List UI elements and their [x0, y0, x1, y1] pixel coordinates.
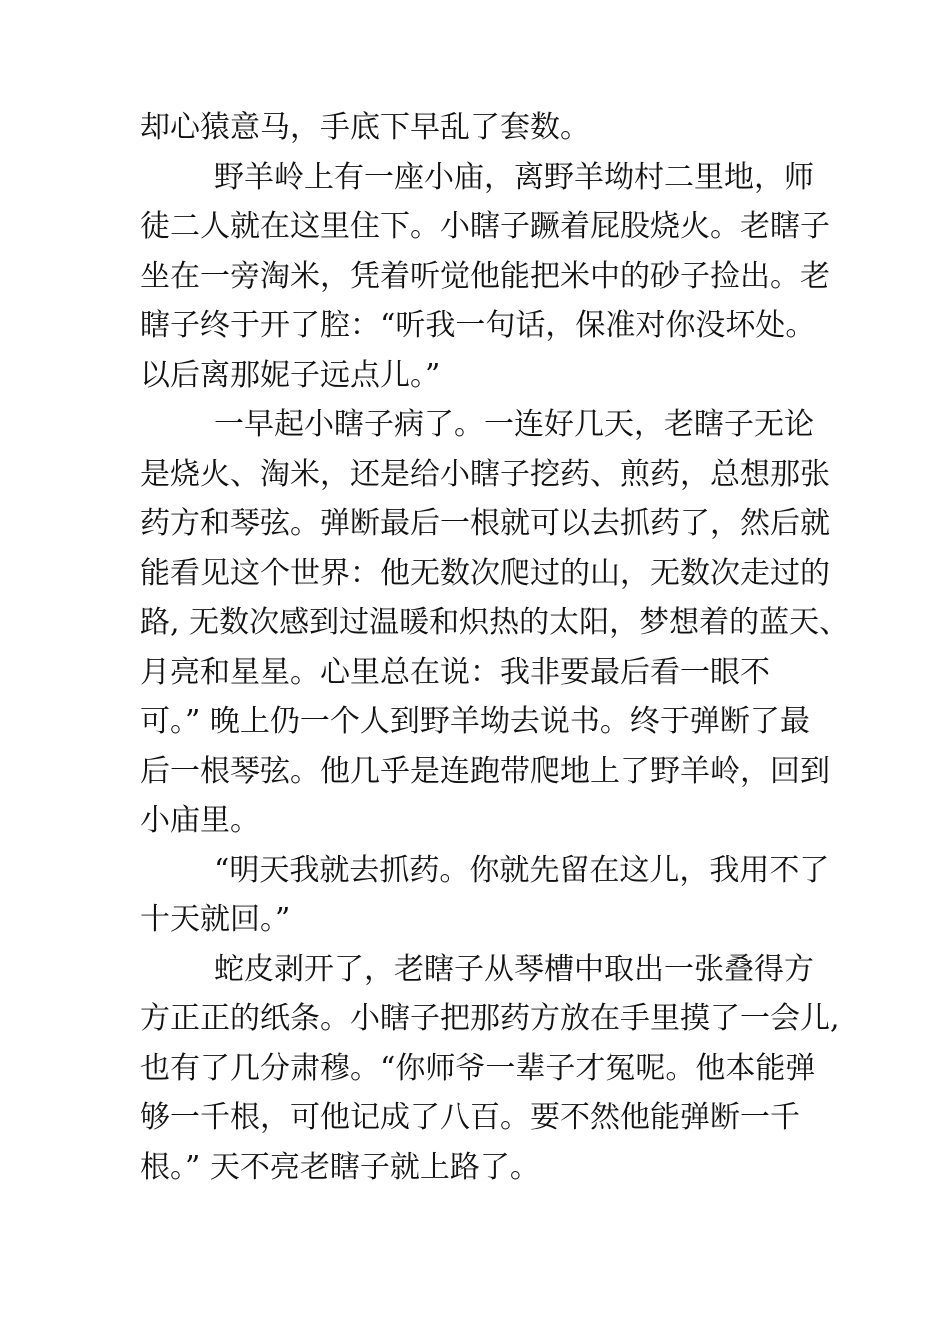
paragraph-first-line: 野羊岭上有一座小庙，离野羊坳村二里地，师 — [214, 159, 814, 195]
text-line: 以后离那妮子远点儿。” — [140, 357, 441, 393]
paragraph-first-line: 蛇皮剥开了，老瞎子从琴槽中取出一张叠得方 — [214, 951, 814, 987]
text-line: 路, 无数次感到过温暖和炽热的太阳，梦想着的蓝天、 — [140, 605, 850, 640]
text-line: 可。” 晚上仍一个人到野羊坳去说书。终于弹断了最 — [140, 704, 810, 739]
text-line: 也有了几分肃穆。“你师爷一辈子才冤呢。他本能弹 — [140, 1050, 816, 1086]
text-line: 徒二人就在这里住下。小瞎子蹶着屁股烧火。老瞎子 — [140, 209, 830, 244]
text-line: 能看见这个世界：他无数次爬过的山，无数次走过的 — [140, 555, 830, 591]
text-line: 够一千根，可他记成了八百。要不然他能弹断一千 — [140, 1100, 800, 1135]
text-line: 是烧火、淘米，还是给小瞎子挖药、煎药，总想那张 — [140, 456, 830, 492]
text-line: 后一根琴弦。他几乎是连跑带爬地上了野羊岭，回到 — [140, 753, 830, 789]
text-line: 药方和琴弦。弹断最后一根就可以去抓药了，然后就 — [140, 506, 830, 541]
text-line: 瞎子终于开了腔：“听我一句话，保准对你没坏处。 — [140, 308, 816, 343]
text-line: 小庙里。 — [140, 803, 260, 838]
text-line: 坐在一旁淘米，凭着听觉他能把米中的砂子捡出。老 — [140, 258, 830, 294]
text-line: 却心猿意马，手底下早乱了套数。 — [140, 110, 590, 145]
body-text — [140, 103, 850, 1192]
text-line: 根。” 天不亮老瞎子就上路了。 — [140, 1149, 540, 1185]
text-line: 十天就回。” — [140, 902, 291, 937]
text-line: 方正正的纸条。小瞎子把那药方放在手里摸了一会儿, — [140, 1001, 840, 1036]
text-line: 月亮和星星。心里总在说：我非要最后看一眼不 — [140, 654, 770, 690]
paragraph-first-line: 一早起小瞎子病了。一连好几天，老瞎子无论 — [214, 407, 814, 442]
paragraph-first-line: “明天我就去抓药。你就先留在这儿，我用不了 — [214, 852, 830, 888]
